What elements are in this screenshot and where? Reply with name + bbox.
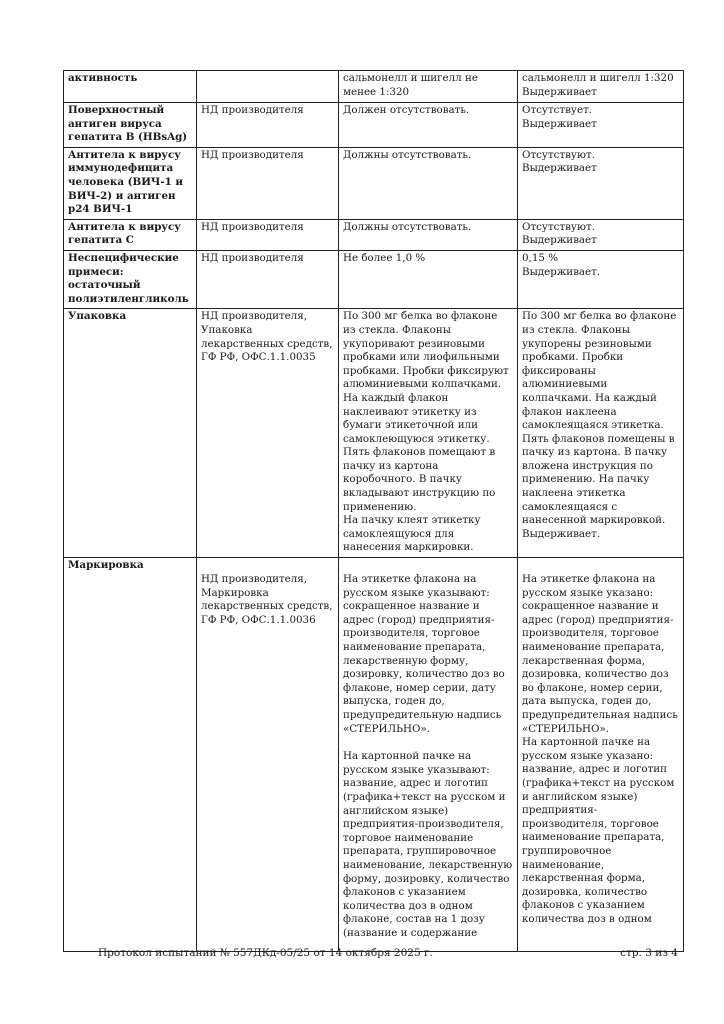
nd-reference: НД производителя xyxy=(197,147,339,219)
requirement: Не более 1,0 % xyxy=(339,250,518,308)
requirement: сальмонелл и шигелл не менее 1:320 xyxy=(339,71,518,103)
table-row xyxy=(64,558,684,952)
nd-reference xyxy=(197,71,339,103)
nd-reference: НД производителя, Маркировка лекарственных средств, ГФ РФ, ОФС.1.1.0036 xyxy=(197,558,339,952)
result-vial-label: На этикетке флакона на русском языке указано: сокращенное название и адрес (город) предприятия-производителя, торговое наименование препарата, лекарственная форма, дозировка, количество доз во флаконе, номер серии, дата выпуска, годен до, предупредительная надпись «СТЕРИЛЬНО». xyxy=(522,573,678,735)
requirement-cell xyxy=(339,558,518,952)
requirement-carton-label: На картонной пачке на русском языке указывают: название, адрес и логотип (графика+текст на русском и английском языке) предприятия-производителя, торговое наименование препарата, группировочное наименование, лекарственную форму, дозировку, количество флаконов с указанием количества доз в одном флаконе, состав на 1 дозу (название и содержание xyxy=(343,750,513,939)
requirement: Должен отсутствовать. xyxy=(339,103,518,148)
result-carton-label: На картонной пачке на русском языке указано: название, адрес и логотип (графика+текст на русском и английском языке) предприятия-производителя, торговое наименование препарата, группировочное наименование, лекарственная форма, дозировка, количество флаконов с указанием количества доз в одном xyxy=(522,736,675,925)
indicator-name: Маркировка xyxy=(64,558,197,952)
result-cell xyxy=(518,558,684,952)
page-number: стр. 3 из 4 xyxy=(620,947,678,959)
requirement: Должны отсутствовать. xyxy=(339,219,518,250)
result: Отсутствуют. Выдерживает xyxy=(518,147,684,219)
nd-reference: НД производителя xyxy=(197,250,339,308)
result: По 300 мг белка во флаконе из стекла. Флаконы укупорены резиновыми пробками. Пробки фиксированы алюминиевыми колпачками. На каждый флакон наклеена самоклеящаяся этикетка. Пять флаконов помещены в пачку из картона. В пачку вложена инструкция по применению. На пачку наклеена этикетка самоклеящаяся с нанесенной маркировкой. Выдерживает. xyxy=(518,309,684,558)
result: сальмонелл и шигелл 1:320 Выдерживает xyxy=(518,71,684,103)
table-row xyxy=(64,103,684,148)
result: Отсутствуют. Выдерживает xyxy=(518,219,684,250)
paragraph-gap xyxy=(343,736,513,750)
indicator-name: Антитела к вирусу иммунодефицита человека (ВИЧ-1 и ВИЧ-2) и антиген р24 ВИЧ-1 xyxy=(64,147,197,219)
result: Отсутствует. Выдерживает xyxy=(518,103,684,148)
indicator-name: активность xyxy=(64,71,197,103)
indicator-name: Упаковка xyxy=(64,309,197,558)
indicator-name: Антитела к вирусу гепатита С xyxy=(64,219,197,250)
nd-reference: НД производителя xyxy=(197,219,339,250)
requirement: Должны отсутствовать. xyxy=(339,147,518,219)
nd-reference: НД производителя xyxy=(197,103,339,148)
result: 0,15 % Выдерживает. xyxy=(518,250,684,308)
test-results-table xyxy=(63,70,684,952)
table-row xyxy=(64,71,684,103)
table-row xyxy=(64,309,684,558)
protocol-reference: Протокол испытаний № 557ДКд-05/25 от 14 октября 2025 г. xyxy=(98,947,433,959)
nd-reference: НД производителя, Упаковка лекарственных средств, ГФ РФ, ОФС.1.1.0035 xyxy=(197,309,339,558)
page-footer xyxy=(98,947,678,959)
requirement: По 300 мг белка во флаконе из стекла. Флаконы укупоривают резиновыми пробками или лиофильными пробками. Пробки фиксируют алюминиевыми колпачками. На каждый флакон наклеивают этикетку из бумаги этикеточной или самоклеющуюся этикетку. Пять флаконов помещают в пачку из картона коробочного. В пачку вкладывают инструкцию по применению. На пачку клеят этикетку самоклеящуюся для нанесения маркировки. xyxy=(339,309,518,558)
requirement-vial-label: На этикетке флакона на русском языке указывают: сокращенное название и адрес (город) предприятия-производителя, торговое наименование препарата, лекарственную форму, дозировку, количество доз во флаконе, номер серии, дату выпуска, годен до, предупредительную надпись «СТЕРИЛЬНО». xyxy=(343,573,505,735)
table-row xyxy=(64,219,684,250)
table-row xyxy=(64,250,684,308)
table-row xyxy=(64,147,684,219)
indicator-name: Поверхностный антиген вируса гепатита B (HBsAg) xyxy=(64,103,197,148)
indicator-name: Неспецифические примеси: остаточный полиэтиленгликоль xyxy=(64,250,197,308)
